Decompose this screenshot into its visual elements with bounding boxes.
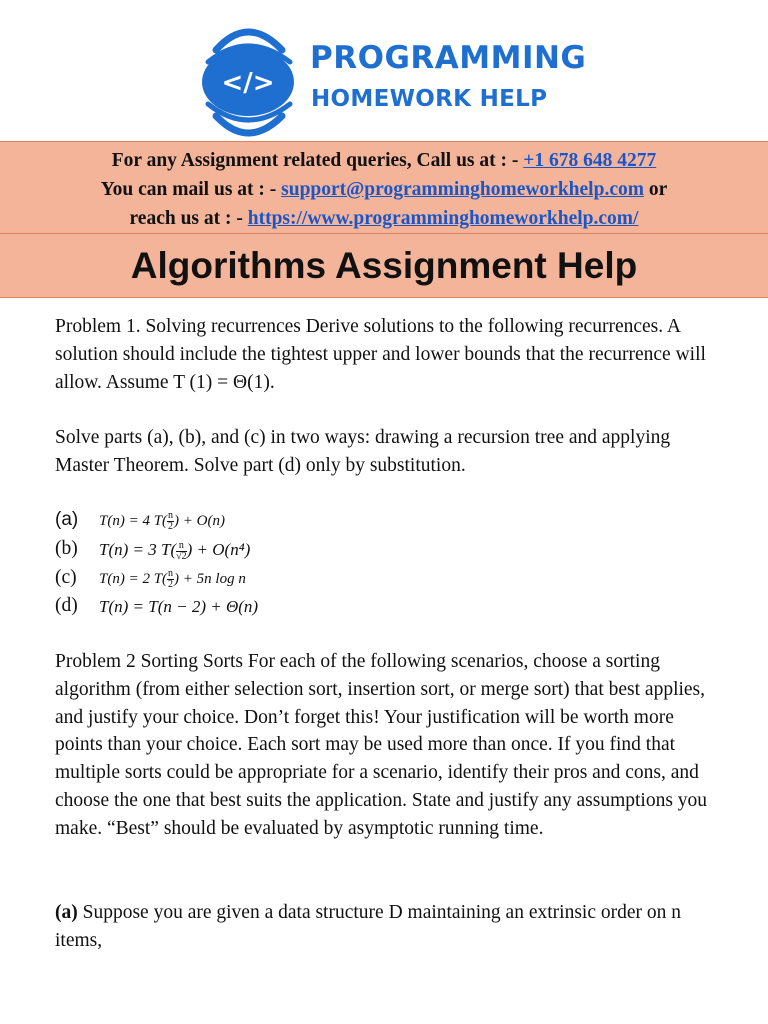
part-a-label: (a) xyxy=(55,902,78,923)
part-a-text: Suppose you are given a data structure D maintaining an extrinsic order on n items, xyxy=(55,902,681,951)
problem2-text: Problem 2 Sorting Sorts For each of the following scenarios, choose a sorting algorithm (from either selection sort, insertion sort, or merge sort) that best applies, and justify your choice. Don’t forget this! Your justification will be worth more points than your choice. Each sort may be used more than once. If you find that multiple sorts could be appropriate for a scenario, identify their pros and cons, and choose the one that best suits the application. State and justify any assumptions you make. “Best” should be evaluated by asymptotic running time. xyxy=(55,651,708,839)
problem1-instructions: Solve parts (a), (b), and (c) in two ways: drawing a recursion tree and applying Master Theorem. Solve part (d) only by substitution. xyxy=(55,427,671,476)
contact-banner xyxy=(0,141,768,234)
page-title: Algorithms Assignment Help xyxy=(130,245,638,286)
logo-line1: PROGRAMMING xyxy=(310,40,587,76)
recurrence-label: (b) xyxy=(55,538,78,559)
contact-line-1 xyxy=(0,146,768,175)
contact-mail-label: You can mail us at : - xyxy=(100,179,282,200)
brand-logo xyxy=(198,20,598,140)
logo-line2: HOMEWORK HELP xyxy=(311,86,548,112)
recurrence-equation: T(n) = 2 T( $\frac{n}{2}$ ) + 5n log n xyxy=(99,568,246,590)
recurrence-label: (a) xyxy=(55,509,79,530)
logo-mark-text: </> xyxy=(221,68,275,98)
recurrence-equation: T(n) = 3 T( $\frac{n}{√2}$ ) + O(n⁴) xyxy=(99,539,251,562)
email-link[interactable]: support@programminghomeworkhelp.com xyxy=(281,179,644,200)
recurrence-label: (c) xyxy=(55,567,77,588)
contact-reach-label: reach us at : - xyxy=(129,208,248,229)
contact-call-label: For any Assignment related queries, Call us at : - xyxy=(111,150,524,171)
recurrence-label: (d) xyxy=(55,595,78,616)
website-link[interactable]: https://www.programminghomeworkhelp.com/ xyxy=(247,208,639,229)
recurrence-equation: T(n) = T(n − 2) + Θ(n) xyxy=(99,597,259,616)
contact-line-3 xyxy=(0,204,768,233)
code-globe-icon xyxy=(198,20,298,138)
problem2-part-a xyxy=(55,899,725,955)
recurrence-equation: T(n) = 4 T( $\frac{n}{2}$ ) + O(n) xyxy=(99,510,225,532)
contact-line-2 xyxy=(0,175,768,204)
contact-or-text: or xyxy=(643,179,668,200)
problem1-text: Problem 1. Solving recurrences Derive solutions to the following recurrences. A solution should include the tightest upper and lower bounds that the recurrence will allow. Assume T (1) = Θ(1). xyxy=(55,316,706,393)
title-banner xyxy=(0,234,768,298)
phone-link[interactable]: +1 678 648 4277 xyxy=(523,150,657,171)
